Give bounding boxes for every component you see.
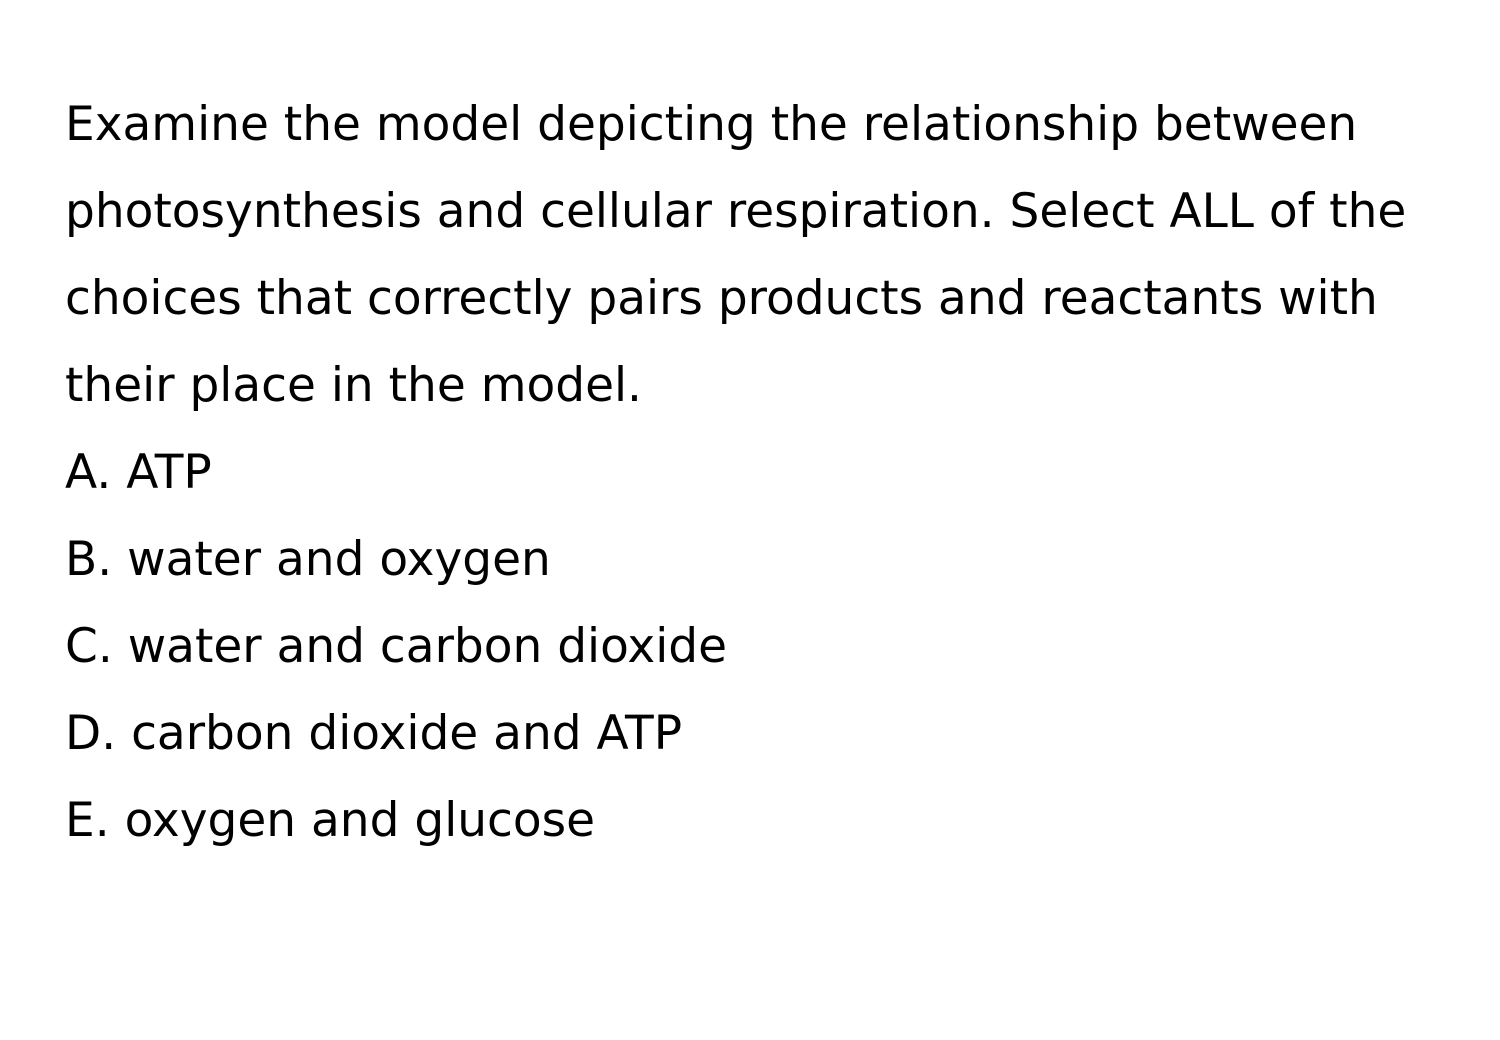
option-text: carbon dioxide and ATP [131, 706, 683, 761]
question-prompt: Examine the model depicting the relationship between photosynthesis and cellular respiration. Select ALL of the choices that correctly pairs products and reactants with their place in the model. [65, 97, 1407, 413]
option-b[interactable] [65, 516, 1435, 603]
option-text: water and oxygen [127, 532, 551, 587]
option-text: oxygen and glucose [124, 793, 596, 848]
option-letter: C. [65, 619, 113, 674]
option-c[interactable] [65, 603, 1435, 690]
option-text: ATP [126, 445, 212, 500]
question-block [65, 81, 1435, 864]
option-e[interactable] [65, 777, 1435, 864]
option-a[interactable] [65, 429, 1435, 516]
option-letter: A. [65, 445, 112, 500]
option-d[interactable] [65, 690, 1435, 777]
option-letter: D. [65, 706, 117, 761]
option-letter: E. [65, 793, 110, 848]
answer-options-list [65, 429, 1435, 864]
option-letter: B. [65, 532, 113, 587]
option-text: water and carbon dioxide [127, 619, 728, 674]
